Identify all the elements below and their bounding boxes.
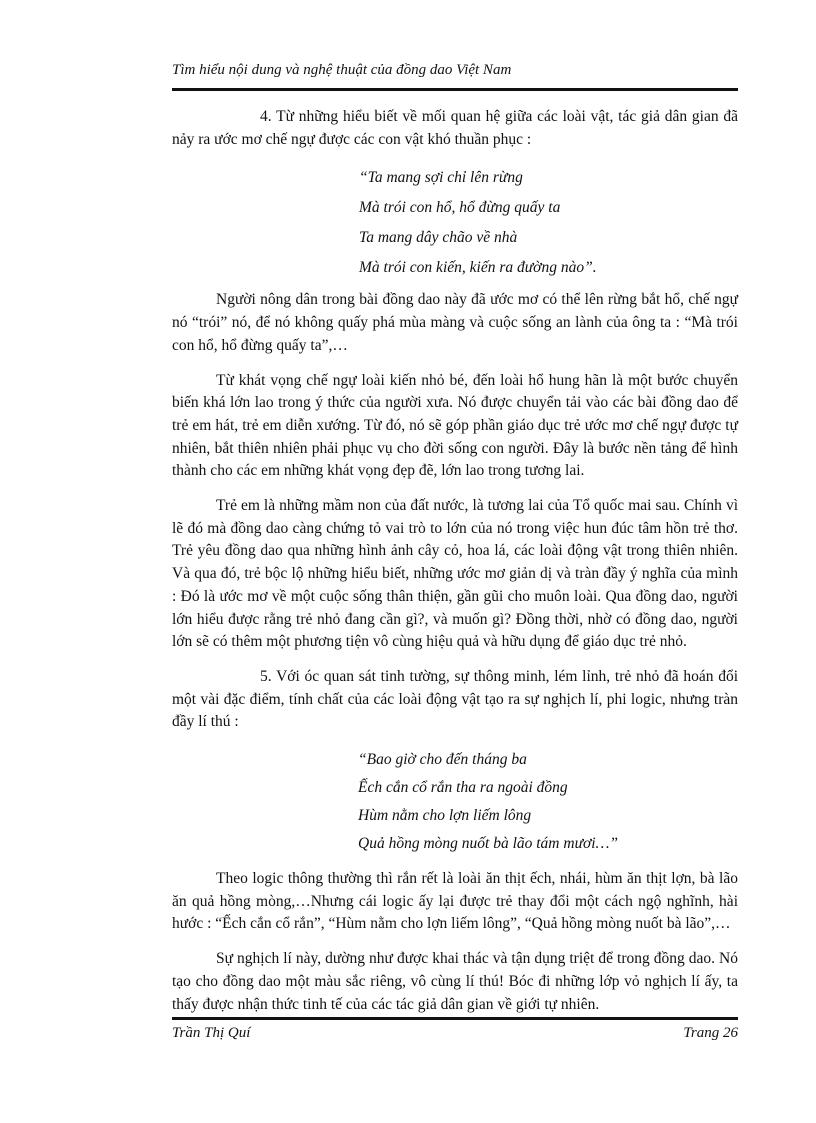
paragraph: Sự nghịch lí này, dường như được khai thác và tận dụng triệt để trong đồng dao. Nó tạo cho đồng dao một màu sắc riêng, vô cùng lí thú! Bóc đi những lớp vỏ nghịch lí ấy, ta thấy được nhận thức tinh tế của các tác giả dân gian về giới tự nhiên. bbox=[172, 950, 738, 1013]
page-body bbox=[172, 106, 738, 1028]
header-rule bbox=[172, 88, 738, 91]
running-footer bbox=[172, 1025, 738, 1042]
poem-line: Ta mang dây chão về nhà bbox=[359, 229, 518, 247]
paragraph-4: 4. Từ những hiểu biết về mối quan hệ giữa các loài vật, tác giả dân gian đã nảy ra ước mơ chế ngự được các con vật khó thuần phục : bbox=[172, 108, 738, 148]
paragraph: Trẻ em là những mầm non của đất nước, là tương lai của Tổ quốc mai sau. Chính vì lẽ đó mà đồng dao càng chứng tỏ vai trò to lớn của nó trong việc hun đúc tâm hồn trẻ thơ. Trẻ yêu đồng dao qua những hình ảnh cây cỏ, hoa lá, các loài động vật trong thiên nhiên. Và qua đó, trẻ bộc lộ những hiểu biết, những ước mơ giản dị và tràn đầy ý nghĩa của mình : Đó là ước mơ về một cuộc sống thân thiện, gần gũi cho muôn loài. Qua đồng dao, người lớn hiểu được rằng trẻ nhỏ đang cần gì?, và muốn gì? Đồng thời, nhờ có đồng dao, người lớn sẽ có thêm một phương tiện vô cùng hiệu quả và hữu dụng để giáo dục trẻ nhỏ. bbox=[172, 497, 738, 651]
paragraph: Người nông dân trong bài đồng dao này đã ước mơ có thể lên rừng bắt hổ, chế ngự nó “trói” nó, để nó không quấy phá mùa màng và cuộc sống an lành của ông ta : “Mà trói con hổ, hổ đừng quấy ta”,… bbox=[172, 291, 738, 354]
poem-line: Hùm nằm cho lợn liếm lông bbox=[358, 807, 532, 825]
paragraph-5: 5. Với óc quan sát tinh tường, sự thông minh, lém lỉnh, trẻ nhỏ đã hoán đổi một vài đặc điểm, tính chất của các loài động vật tạo ra sự nghịch lí, phi logic, nhưng tràn đầy lí thú : bbox=[172, 667, 738, 731]
author-name: Trần Thị Quí bbox=[172, 1025, 251, 1041]
page-number: Trang 26 bbox=[683, 1025, 738, 1041]
poem-line: Quả hồng mòng nuốt bà lão tám mươi…” bbox=[358, 835, 619, 853]
poem-line: Mà trói con hổ, hổ đừng quấy ta bbox=[359, 199, 561, 217]
poem-verse-1 bbox=[359, 163, 738, 283]
paragraph: Từ khát vọng chế ngự loài kiến nhỏ bé, đến loài hổ hung hãn là một bước chuyển biến khá lớn lao trong ý thức của người xưa. Nó được chuyển tải vào các bài đồng dao để trẻ em hát, trẻ em diễn xướng. Từ đó, nó sẽ góp phần giáo dục trẻ ước mơ chế ngự được tự nhiên, bắt thiên nhiên phải phục vụ cho đời sống con người. Đây là bước nền tảng để hình thành cho các em những khát vọng đẹp đẽ, lớn lao trong tương lai. bbox=[172, 371, 738, 480]
running-header: Tìm hiểu nội dung và nghệ thuật của đồng dao Việt Nam bbox=[172, 62, 512, 78]
poem-line: “Bao giờ cho đến tháng ba bbox=[358, 751, 527, 769]
footer-rule bbox=[172, 1017, 738, 1020]
poem-line: Ếch cắn cổ rắn tha ra ngoài đồng bbox=[358, 779, 568, 797]
paragraph: Theo logic thông thường thì rắn rết là loài ăn thịt ếch, nhái, hùm ăn thịt lợn, bà lão ăn quả hồng mòng,…Nhưng cái logic ấy lại được trẻ thay đổi một cách ngộ nghĩnh, hài hước : “Ếch cắn cổ rắn”, “Hùm nằm cho lợn liếm lông”, “Quả hồng mòng nuốt bà lão”,… bbox=[172, 870, 738, 933]
poem-verse-2 bbox=[358, 746, 738, 858]
poem-line: Mà trói con kiến, kiến ra đường nào”. bbox=[359, 259, 597, 277]
poem-line: “Ta mang sợi chỉ lên rừng bbox=[359, 169, 523, 187]
